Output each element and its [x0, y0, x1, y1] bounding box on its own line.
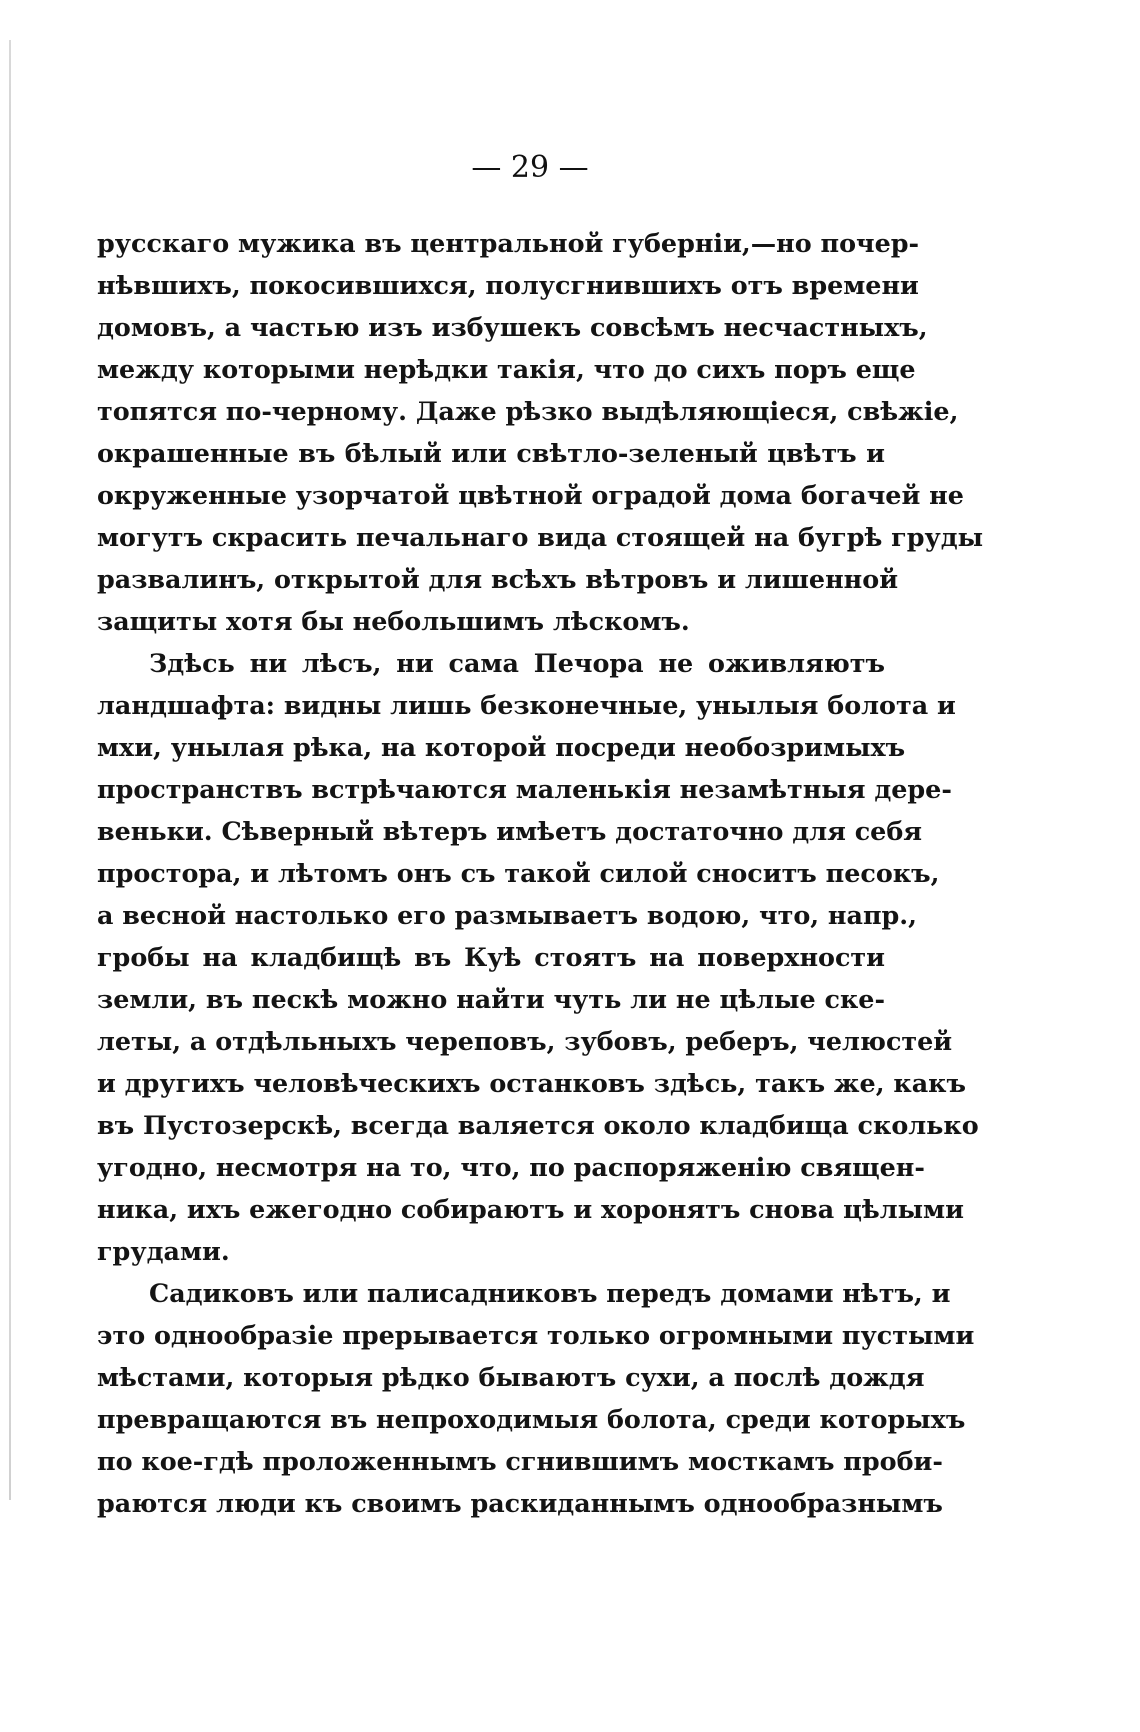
- text-line: нѣвшихъ, покосившихся, полусгнившихъ отъ времени: [97, 270, 919, 300]
- text-line: угодно, несмотря на то, что, по распоряженію священ-: [97, 1152, 925, 1182]
- text-line: ника, ихъ ежегодно собираютъ и хоронятъ снова цѣлыми: [97, 1194, 964, 1224]
- text-line: могутъ скрасить печальнаго вида стоящей на бугрѣ груды: [97, 522, 984, 552]
- text-line: мхи, унылая рѣка, на которой посреди необозримыхъ: [97, 732, 906, 762]
- page-number: — 29 —: [471, 150, 589, 185]
- text-line: земли, въ пескѣ можно найти чуть ли не цѣлые ске-: [97, 984, 885, 1014]
- text-line: мѣстами, которыя рѣдко бываютъ сухи, а послѣ дождя: [97, 1362, 925, 1392]
- text-line: русскаго мужика въ центральной губерніи,—но почер-: [97, 228, 920, 258]
- paragraph: [97, 1272, 975, 1524]
- text-line: простора, и лѣтомъ онъ съ такой силой сноситъ песокъ,: [97, 858, 940, 888]
- text-line: раются люди къ своимъ раскиданнымъ однообразнымъ: [97, 1488, 943, 1518]
- text-line: грудами.: [97, 1236, 230, 1266]
- text-line: по кое-гдѣ проложеннымъ сгнившимъ мосткамъ проби-: [97, 1446, 943, 1476]
- paragraph: [97, 222, 984, 642]
- text-line: пространствъ встрѣчаются маленькія незамѣтныя дере-: [97, 774, 952, 804]
- paragraph: [97, 642, 979, 1272]
- text-line: леты, а отдѣльныхъ череповъ, зубовъ, реберъ, челюстей: [97, 1026, 953, 1056]
- text-line: веньки. Сѣверный вѣтеръ имѣетъ достаточно для себя: [97, 816, 923, 846]
- text-line: Здѣсь ни лѣсъ, ни сама Печора не оживляютъ: [149, 648, 885, 678]
- text-line: ландшафта: видны лишь безконечные, унылыя болота и: [97, 690, 956, 720]
- text-line: это однообразіе прерывается только огромными пустыми: [97, 1320, 975, 1350]
- text-line: топятся по-черному. Даже рѣзко выдѣляющіеся, свѣжіе,: [97, 396, 959, 426]
- text-line: защиты хотя бы небольшимъ лѣскомъ.: [97, 606, 690, 636]
- body-text: [97, 222, 984, 1524]
- text-line: гробы на кладбищѣ въ Куѣ стоятъ на поверхности: [97, 942, 885, 972]
- text-line: окрашенные въ бѣлый или свѣтло-зеленый цвѣтъ и: [97, 438, 885, 468]
- text-line: и другихъ человѣческихъ останковъ здѣсь, такъ же, какъ: [97, 1068, 966, 1098]
- text-line: а весной настолько его размываетъ водою, что, напр.,: [97, 900, 917, 930]
- text-line: окруженные узорчатой цвѣтной оградой дома богачей не: [97, 480, 964, 510]
- text-line: развалинъ, открытой для всѣхъ вѣтровъ и лишенной: [97, 564, 899, 594]
- text-line: между которыми нерѣдки такія, что до сихъ поръ еще: [97, 354, 916, 384]
- text-line: въ Пустозерскѣ, всегда валяется около кладбища сколько: [97, 1110, 979, 1140]
- scan-edge-shadow: [9, 40, 11, 1500]
- text-line: Садиковъ или палисадниковъ передъ домами нѣтъ, и: [149, 1278, 951, 1308]
- text-line: домовъ, а частью изъ избушекъ совсѣмъ несчастныхъ,: [97, 312, 928, 342]
- text-line: превращаются въ непроходимыя болота, среди которыхъ: [97, 1404, 966, 1434]
